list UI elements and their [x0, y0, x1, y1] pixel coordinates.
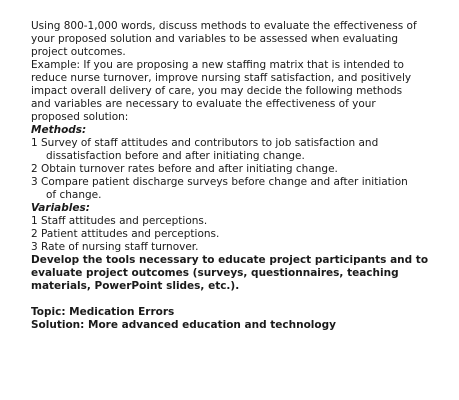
- variable-item: 3 Rate of nursing staff turnover.: [31, 241, 199, 253]
- solution-line: Solution: More advanced education and technology: [31, 319, 336, 331]
- methods-heading: Methods:: [31, 124, 87, 136]
- example-line: impact overall delivery of care, you may decide the following methods: [31, 85, 403, 97]
- example-line: and variables are necessary to evaluate the effectiveness of your: [31, 98, 376, 110]
- tools-line: materials, PowerPoint slides, etc.).: [31, 280, 240, 292]
- tools-line: Develop the tools necessary to educate project participants and to: [31, 254, 429, 266]
- intro-paragraph: [31, 20, 451, 59]
- topic-line: Topic: Medication Errors: [31, 306, 175, 318]
- tools-line: evaluate project outcomes (surveys, questionnaires, teaching: [31, 267, 399, 279]
- intro-line: Using 800-1,000 words, discuss methods to evaluate the effectiveness of: [31, 20, 417, 32]
- tools-paragraph: [31, 254, 451, 293]
- intro-line: project outcomes.: [31, 46, 126, 58]
- methods-list: [31, 137, 451, 202]
- variable-item: 2 Patient attitudes and perceptions.: [31, 228, 220, 240]
- assignment-document: [31, 20, 451, 332]
- example-line: reduce nurse turnover, improve nursing staff satisfaction, and positively: [31, 72, 412, 84]
- variable-item: 1 Staff attitudes and perceptions.: [31, 215, 208, 227]
- example-line: proposed solution:: [31, 111, 129, 123]
- method-item: 3 Compare patient discharge surveys before change and after initiation: [31, 176, 408, 188]
- method-item: 1 Survey of staff attitudes and contributors to job satisfaction and: [31, 137, 379, 149]
- spacer: [31, 293, 451, 306]
- example-paragraph: [31, 59, 451, 124]
- intro-line: your proposed solution and variables to be assessed when evaluating: [31, 33, 399, 45]
- variables-heading: Variables:: [31, 202, 90, 214]
- variables-list: [31, 215, 451, 254]
- example-line: Example: If you are proposing a new staffing matrix that is intended to: [31, 59, 404, 71]
- method-item: 2 Obtain turnover rates before and after initiating change.: [31, 163, 338, 175]
- method-item-continuation: of change.: [46, 189, 102, 201]
- method-item-continuation: dissatisfaction before and after initiating change.: [46, 150, 305, 162]
